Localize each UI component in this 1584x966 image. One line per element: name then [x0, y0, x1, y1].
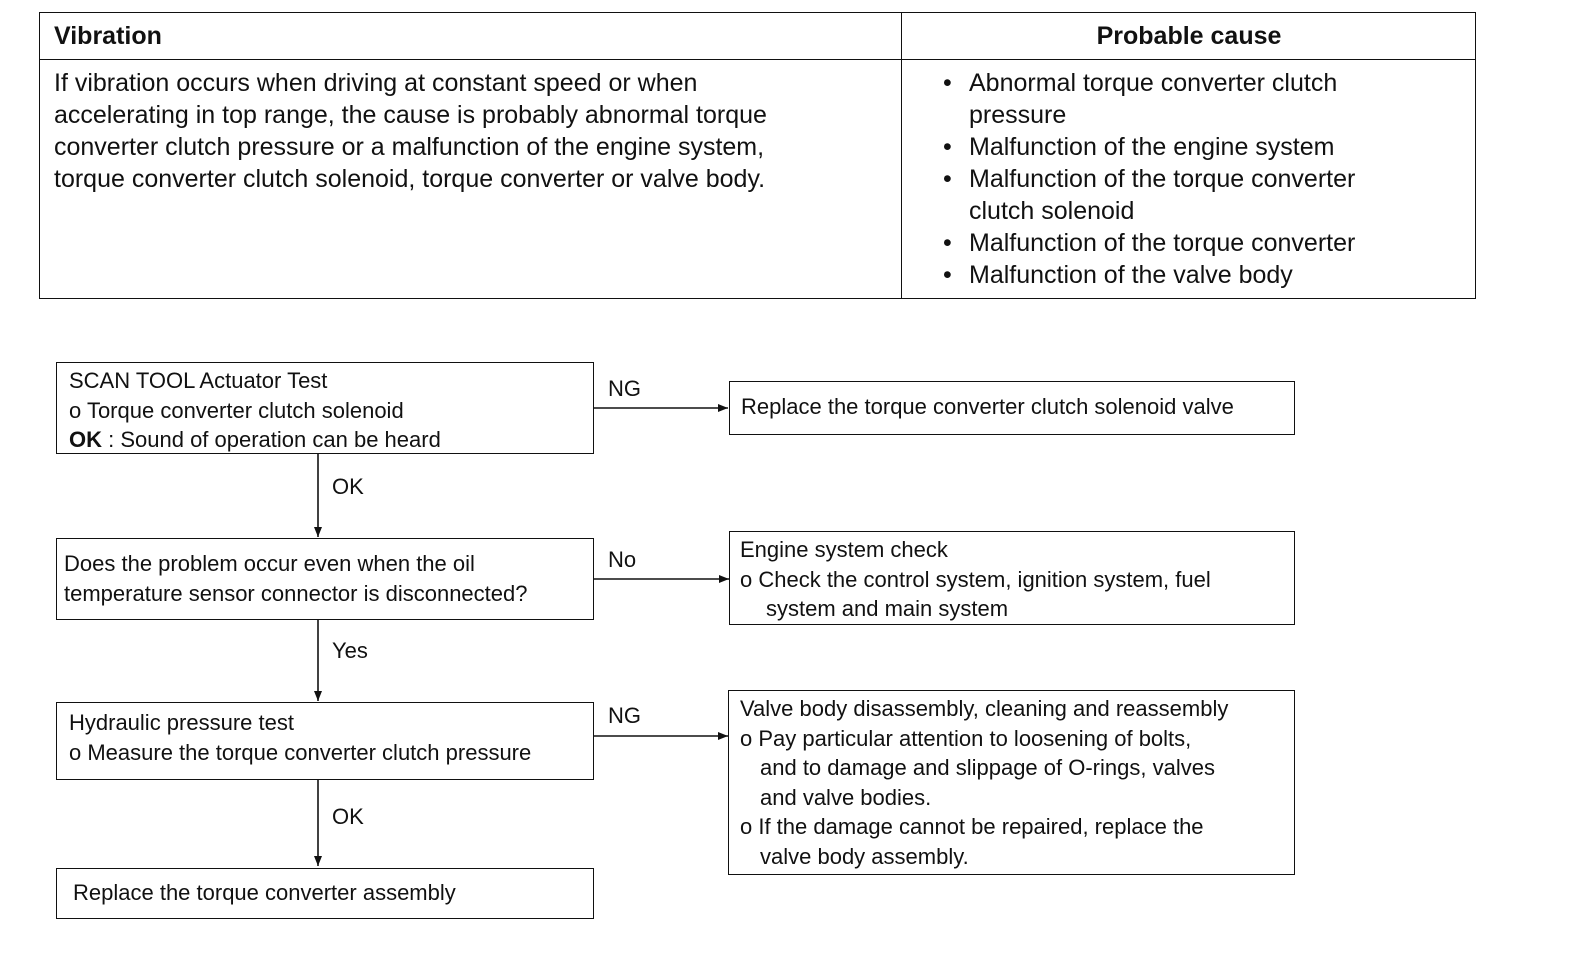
valve-body-line: and valve bodies.: [760, 784, 932, 810]
step3-item: o Measure the torque converter clutch pressure: [69, 739, 532, 765]
step2-line: temperature sensor connector is disconnected?: [64, 580, 528, 606]
cause-text-cont: pressure: [969, 101, 1067, 129]
header-probable-cause: Probable cause: [1096, 22, 1282, 50]
step1-ok-label: OK: [332, 474, 364, 499]
step2-yes-label: Yes: [332, 638, 368, 663]
replace-solenoid-valve-box: [729, 381, 1295, 435]
valve-body-line: valve body assembly.: [760, 843, 969, 869]
step3-ng-label: NG: [608, 703, 641, 728]
ok-criterion-text: : Sound of operation can be heard: [102, 427, 441, 452]
header-symptom: Vibration: [54, 22, 162, 50]
cause-text: • Malfunction of the valve body: [969, 261, 1293, 289]
valve-body-line: and to damage and slippage of O-rings, valves: [760, 755, 1215, 780]
step3-title: Hydraulic pressure test: [69, 710, 294, 735]
cause-text-cont: clutch solenoid: [969, 197, 1135, 225]
valve-body-service-box: [728, 690, 1295, 875]
step2-question-box: [56, 538, 594, 620]
ok-label: OK: [69, 427, 102, 452]
step1-ng-label: NG: [608, 376, 641, 401]
step1-title: SCAN TOOL Actuator Test: [69, 368, 328, 393]
engine-check-title: Engine system check: [740, 537, 948, 562]
description-line: torque converter clutch solenoid, torque converter or valve body.: [54, 165, 766, 193]
cause-text: • Malfunction of the torque converter: [969, 165, 1356, 193]
valve-body-line: o Pay particular attention to loosening of bolts,: [740, 725, 1192, 751]
cause-text: • Abnormal torque converter clutch: [969, 69, 1338, 97]
step3-hydraulic-test-box: [56, 702, 594, 780]
description-line: If vibration occurs when driving at constant speed or when: [54, 69, 698, 97]
step2-no-label: No: [608, 547, 637, 572]
step1-item: o Torque converter clutch solenoid: [69, 397, 404, 423]
step2-line: Does the problem occur even when the oil: [64, 551, 475, 576]
description-line: converter clutch pressure or a malfunction of the engine system,: [54, 133, 765, 161]
step1-actuator-test-box: [56, 362, 594, 454]
replace-torque-converter-box: [56, 868, 594, 919]
valve-body-line: o If the damage cannot be repaired, replace the: [740, 814, 1204, 839]
valve-body-title: Valve body disassembly, cleaning and reassembly: [740, 696, 1229, 721]
description-line: accelerating in top range, the cause is probably abnormal torque: [54, 101, 767, 129]
engine-system-check-box: [729, 531, 1295, 625]
engine-check-line: system and main system: [766, 596, 1009, 621]
step3-ok-label: OK: [332, 804, 364, 829]
replace-solenoid-text: Replace the torque converter clutch solenoid valve: [741, 394, 1234, 419]
engine-check-line: o Check the control system, ignition system, fuel: [740, 566, 1211, 592]
step1-ok-criterion: [69, 425, 593, 455]
replace-converter-text: Replace the torque converter assembly: [73, 880, 456, 905]
cause-text: • Malfunction of the engine system: [969, 133, 1335, 161]
cause-text: • Malfunction of the torque converter: [969, 229, 1356, 257]
